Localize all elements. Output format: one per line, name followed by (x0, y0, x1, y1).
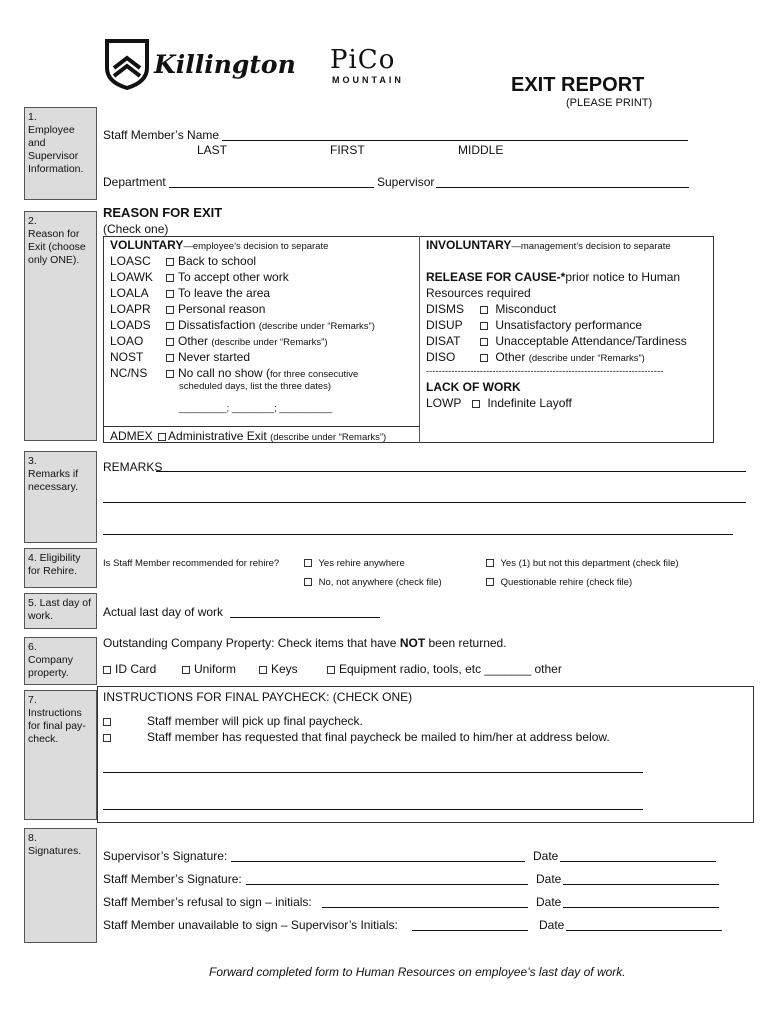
rehire-option-questionable[interactable]: Questionable rehire (check file) (482, 577, 632, 588)
unavailable-date-label: Date (539, 918, 565, 932)
checkbox[interactable] (304, 578, 312, 586)
checkbox[interactable] (158, 433, 166, 441)
release-for-cause-line2: Resources required (426, 286, 531, 300)
staff-date-label: Date (536, 872, 562, 886)
list-item[interactable]: LOASC Back to school (110, 254, 257, 268)
last-day-label: Actual last day of work (103, 605, 224, 619)
list-item[interactable]: LOALA To leave the area (110, 286, 271, 300)
checkbox[interactable] (486, 578, 494, 586)
lowp-item[interactable]: LOWP Indefinite Layoff (426, 396, 572, 410)
remarks-line-3[interactable] (103, 534, 733, 535)
paycheck-option-pickup[interactable]: Staff member will pick up final paycheck. (99, 714, 363, 728)
checkbox[interactable] (480, 322, 488, 330)
lack-of-work-title: LACK OF WORK (426, 380, 521, 394)
supervisor-signature-line[interactable] (231, 861, 525, 862)
property-instructions: Outstanding Company Property: Check items that have NOT been returned. (103, 636, 507, 650)
checkbox[interactable] (103, 666, 111, 674)
unavailable-initials-line[interactable] (412, 930, 528, 931)
paycheck-box (97, 686, 754, 823)
unavailable-date-line[interactable] (566, 930, 722, 931)
supervisor-line[interactable] (436, 187, 689, 188)
list-item[interactable]: DISO Other (describe under “Remarks”) (426, 350, 645, 364)
rehire-option-yes-anywhere[interactable]: Yes rehire anywhere (300, 558, 405, 569)
staff-name-label: Staff Member’s Name (103, 128, 220, 142)
reason-table-bottom-row-line (103, 426, 420, 427)
last-day-line[interactable] (230, 617, 380, 618)
checkbox[interactable] (480, 306, 488, 314)
last-label: LAST (197, 143, 228, 157)
list-item[interactable]: LOAWK To accept other work (110, 270, 289, 284)
reason-table-divider (419, 236, 420, 443)
section-3-label: 3. Remarks if necessary. (24, 451, 97, 543)
address-line-1[interactable] (103, 772, 643, 773)
checkbox[interactable] (259, 666, 267, 674)
section-7-label: 7. Instructions for final pay-check. (24, 690, 97, 820)
involuntary-list (426, 302, 687, 366)
release-for-cause: RELEASE FOR CAUSE-*prior notice to Human (426, 270, 681, 284)
checkbox[interactable] (166, 290, 174, 298)
supervisor-label: Supervisor (377, 175, 435, 189)
pico-wordmark: PiCo (330, 45, 396, 75)
section-8-label: 8. Signatures. (24, 828, 97, 943)
section-6-label: 6. Company property. (24, 637, 97, 685)
dashed-separator: --------------------------------------------------------------------------- (426, 366, 664, 377)
list-item[interactable]: DISMS Misconduct (426, 302, 557, 316)
staff-name-line[interactable] (222, 140, 688, 141)
staff-signature-label: Staff Member’s Signature: (103, 872, 242, 886)
checkbox[interactable] (166, 354, 174, 362)
checkbox[interactable] (480, 338, 488, 346)
ncns-note: scheduled days, list the three dates) (179, 381, 332, 392)
checkbox[interactable] (486, 559, 494, 567)
pico-logo (330, 45, 425, 89)
check-one-label: (Check one) (103, 222, 169, 236)
remarks-label: REMARKS (103, 460, 163, 474)
property-item-equipment[interactable]: Equipment radio, tools, etc _______ other (323, 662, 562, 676)
checkbox[interactable] (327, 666, 335, 674)
killington-shield-icon (104, 38, 150, 90)
remarks-line-1[interactable] (156, 471, 746, 472)
checkbox[interactable] (166, 306, 174, 314)
checkbox[interactable] (166, 322, 174, 330)
list-item[interactable]: DISAT Unacceptable Attendance/Tardiness (426, 334, 687, 348)
voluntary-header: VOLUNTARY—employee’s decision to separate (110, 238, 329, 252)
checkbox[interactable] (472, 400, 480, 408)
rehire-question: Is Staff Member recommended for rehire? (103, 558, 280, 569)
paycheck-title: INSTRUCTIONS FOR FINAL PAYCHECK: (CHECK ONE) (103, 690, 413, 704)
page-title: EXIT REPORT (511, 74, 645, 96)
ncns-dates[interactable]: _________; ________; __________ (179, 403, 333, 414)
refusal-initials-label: Staff Member’s refusal to sign – initials: (103, 895, 312, 909)
killington-logo (104, 38, 296, 90)
rehire-option-no[interactable]: No, not anywhere (check file) (300, 577, 442, 588)
list-item[interactable]: NC/NS No call no show (for three consecutive (110, 366, 359, 380)
pico-subtitle: MOUNTAIN (332, 75, 404, 85)
section-2-label: 2. Reason for Exit (choose only ONE). (24, 211, 97, 441)
rehire-option-yes-not-department[interactable]: Yes (1) but not this department (check file) (482, 558, 679, 569)
page-subtitle: (PLEASE PRINT) (566, 97, 653, 109)
property-item-keys[interactable]: Keys (255, 662, 298, 676)
supervisor-signature-label: Supervisor’s Signature: (103, 849, 228, 863)
footer-note: Forward completed form to Human Resources on employee’s last day of work. (209, 965, 626, 979)
checkbox[interactable] (166, 370, 174, 378)
supervisor-date-label: Date (533, 849, 559, 863)
supervisor-date-line[interactable] (560, 861, 716, 862)
refusal-initials-line[interactable] (322, 907, 528, 908)
section-1-label: 1. Employee and Supervisor Information. (24, 107, 97, 200)
involuntary-header: INVOLUNTARY—management’s decision to separate (426, 238, 671, 252)
department-line[interactable] (169, 187, 374, 188)
unavailable-initials-label: Staff Member unavailable to sign – Supervisor’s Initials: (103, 918, 398, 932)
reason-title: REASON FOR EXIT (103, 205, 223, 220)
checkbox[interactable] (166, 258, 174, 266)
section-5-label: 5. Last day of work. (24, 593, 97, 629)
address-line-2[interactable] (103, 809, 643, 810)
checkbox[interactable] (166, 338, 174, 346)
first-label: FIRST (330, 143, 365, 157)
checkbox[interactable] (103, 718, 111, 726)
checkbox[interactable] (103, 734, 111, 742)
department-label: Department (103, 175, 166, 189)
killington-wordmark: Killington (154, 50, 296, 79)
section-4-label: 4. Eligibility for Rehire. (24, 548, 97, 588)
paycheck-option-mail[interactable]: Staff member has requested that final paycheck be mailed to him/her at address below. (99, 730, 610, 744)
list-item[interactable]: LOAO Other (describe under “Remarks”) (110, 334, 328, 348)
checkbox[interactable] (480, 354, 488, 362)
remarks-line-2[interactable] (103, 502, 746, 503)
middle-label: MIDDLE (458, 143, 504, 157)
list-item[interactable]: DISUP Unsatisfactory performance (426, 318, 643, 332)
checkbox[interactable] (166, 274, 174, 282)
refusal-date-line[interactable] (563, 907, 719, 908)
checkbox[interactable] (182, 666, 190, 674)
property-item-uniform[interactable]: Uniform (178, 662, 236, 676)
list-item[interactable]: LOADS Dissatisfaction (describe under “Remarks”) (110, 318, 375, 332)
staff-signature-line[interactable] (246, 884, 528, 885)
admex-item[interactable]: ADMEX Administrative Exit (describe under “Remarks”) (110, 429, 387, 443)
list-item[interactable]: LOAPR Personal reason (110, 302, 266, 316)
checkbox[interactable] (304, 559, 312, 567)
property-item-id-card[interactable]: ID Card (99, 662, 156, 676)
voluntary-list (110, 254, 375, 414)
refusal-date-label: Date (536, 895, 562, 909)
staff-date-line[interactable] (563, 884, 719, 885)
list-item[interactable]: NOST Never started (110, 350, 251, 364)
